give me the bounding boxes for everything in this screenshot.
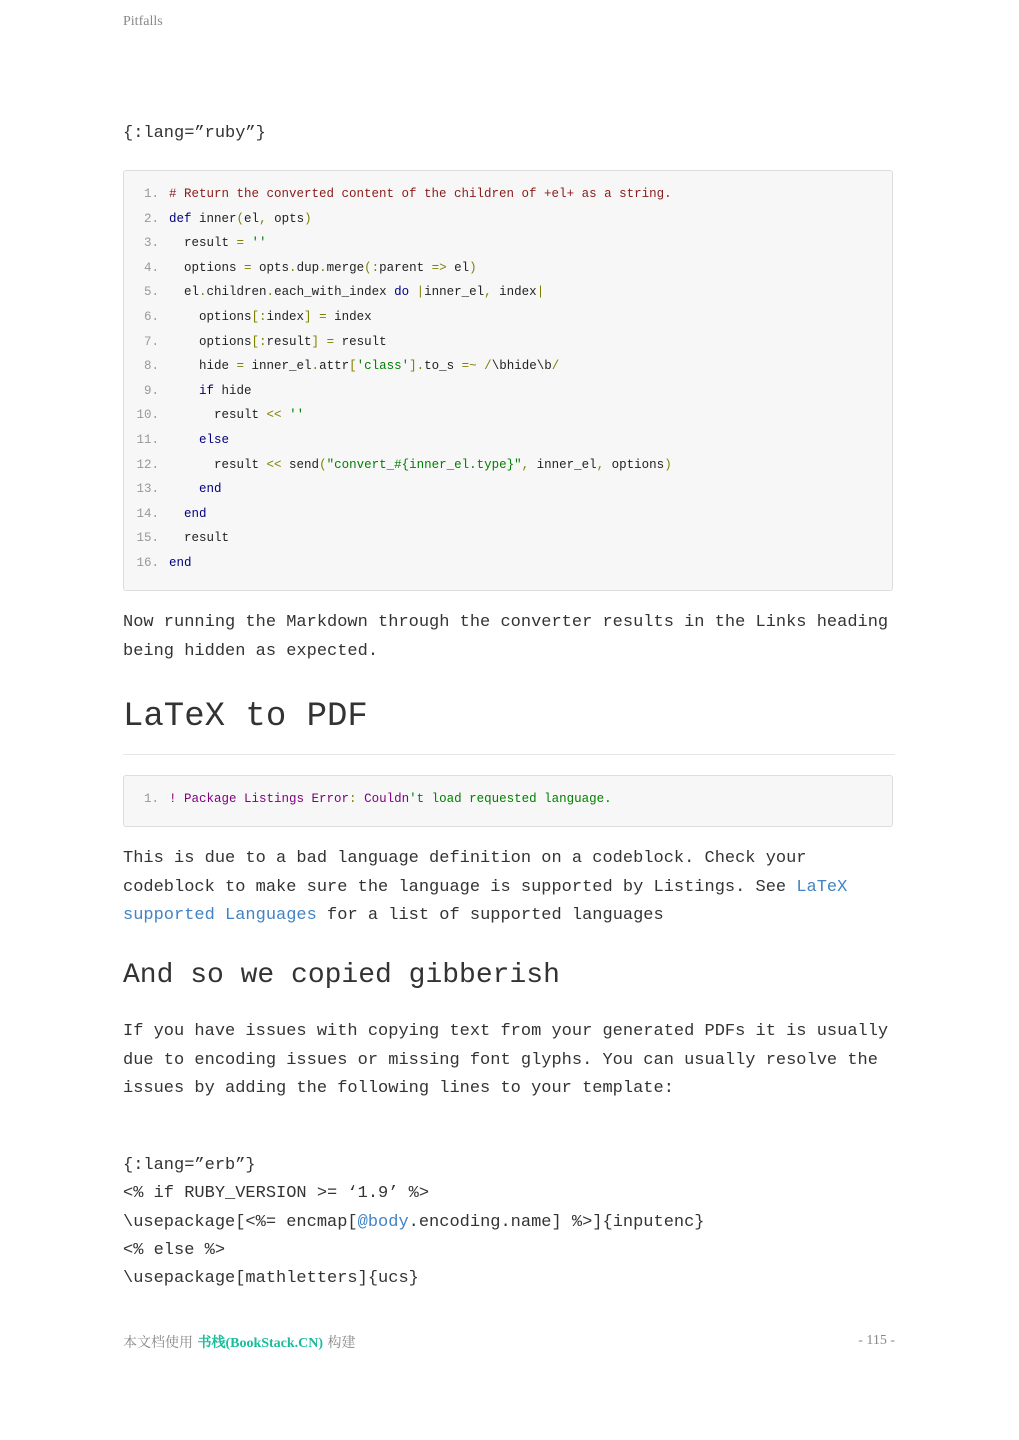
running-header: Pitfalls [123,14,163,29]
line-number: 1. [143,187,159,201]
footer-credit: 本文档使用 书栈(BookStack.CN) 构建 [123,1335,356,1351]
line-number: 4. [143,260,159,275]
latex-languages-link[interactable]: LaTeX supported Languages [123,877,848,925]
code-line: 5. el.children.each_with_index do |inner_el, index| [124,280,892,305]
line-number: 15. [136,531,159,546]
code-line: 6. options[:index] = index [124,305,892,330]
line-number: 8. [143,359,159,374]
paragraph-bad-language: This is due to a bad language definition on a codeblock. Check your codeblock to make sure the language is supported by Listings. See LaTeX supported Languages for a list of supported languages [123,849,848,925]
line-number: 5. [143,285,159,300]
code-line: 3. result = '' [124,231,892,256]
paragraph-converter-result: Now running the Markdown through the converter results in the Links heading being hidden as expected. [123,613,889,661]
line-number: 10. [136,408,159,423]
line-number: 14. [136,506,159,521]
code-line: 12. result << send("convert_#{inner_el.type}", inner_el, options) [124,453,892,478]
line-number: 11. [136,432,159,447]
line-number: 2. [143,211,159,226]
page-number: - 115 - [858,1333,895,1348]
code-line: 16. end [124,551,892,576]
heading-latex-to-pdf: LaTeX to PDF [123,698,895,755]
code-line: 14. end [124,502,892,527]
erb-line: \usepackage[<%= encmap[@body.encoding.name] %>]{inputenc} [123,1212,705,1232]
code-line: 15. result [124,526,892,551]
code-line: 7. options[:result] = result [124,330,892,355]
erb-line: {:lang=”erb”} [123,1156,256,1175]
line-number: 16. [136,555,159,570]
code-line: 8. hide = inner_el.attr['class'].to_s =~ /\bhide\b/ [124,354,892,379]
paragraph-encoding-issues: If you have issues with copying text from your generated PDFs it is usually due to encoding issues or missing font glyphs. You can usually resolve the issues by adding the following lines to your template: [123,1022,889,1098]
line-number: 3. [143,236,159,251]
code-line: 2. def inner(el, opts) [124,207,892,232]
line-number: 12. [136,457,159,472]
code-line: 9. if hide [124,379,892,404]
erb-snippet [123,1152,705,1293]
code-line: 1. ! Package Listings Error: Couldn't load requested language. [124,787,892,812]
erb-line: <% if RUBY_VERSION >= ‘1.9’ %> [123,1184,430,1204]
code-line: 11. else [124,428,892,453]
line-number: 1. [143,792,159,806]
line-number: 6. [143,309,159,324]
code-line: 10. result << '' [124,403,892,428]
erb-line: \usepackage[mathletters]{ucs} [123,1269,419,1289]
bookstack-link[interactable]: 书栈(BookStack.CN) [197,1336,324,1351]
line-number: 13. [136,482,159,497]
body-mention-link[interactable]: @body [357,1212,409,1232]
ruby-code-block [123,170,893,591]
line-number: 7. [143,334,159,349]
heading-copied-gibberish: And so we copied gibberish [123,960,560,991]
latex-error-code-block [123,775,893,827]
code-line: 1. # Return the converted content of the children of +el+ as a string. [124,182,892,207]
erb-line: <% else %> [123,1240,226,1260]
code-lang-tag: {:lang=”ruby”} [123,124,266,143]
line-number: 9. [143,383,159,398]
code-line: 13. end [124,477,892,502]
code-line: 4. options = opts.dup.merge(:parent => el) [124,256,892,281]
